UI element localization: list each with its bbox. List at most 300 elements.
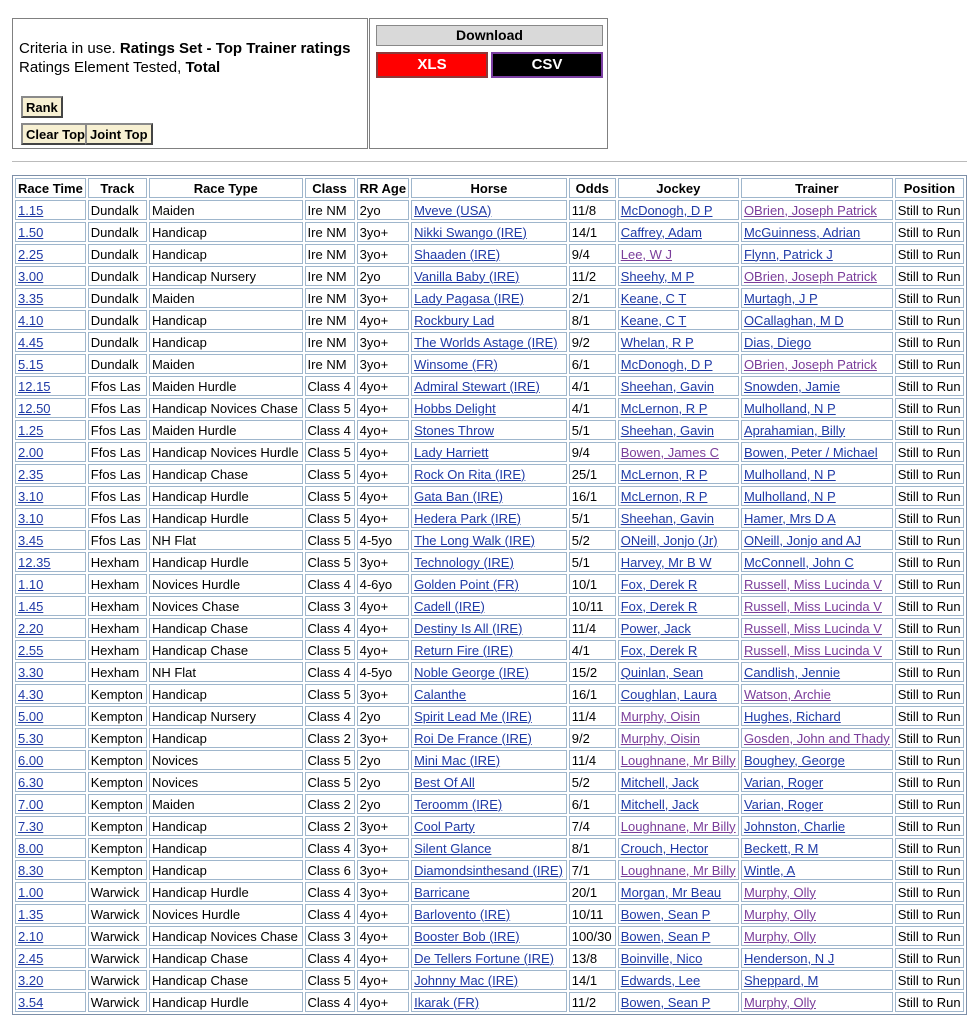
jockey-cell <box>618 486 739 506</box>
table-row <box>15 970 964 990</box>
race-type-cell: Handicap Chase <box>149 640 303 660</box>
jockey-link[interactable]: ONeill, Jonjo (Jr) <box>620 532 718 548</box>
race-time-link[interactable]: 2.35 <box>18 466 44 482</box>
horse-cell <box>411 244 567 264</box>
jockey-link[interactable]: Sheehy, M P <box>620 268 695 284</box>
horse-cell <box>411 310 567 330</box>
trainer-cell <box>741 200 893 220</box>
position-cell: Still to Run <box>895 750 964 770</box>
horse-link[interactable]: Lady Pagasa (IRE) <box>414 290 524 306</box>
trainer-link[interactable]: Murtagh, J P <box>743 290 818 306</box>
race-time-link[interactable]: 12.35 <box>18 554 51 570</box>
jockey-link[interactable]: Bowen, Sean P <box>620 928 711 944</box>
table-row <box>15 354 964 374</box>
col-header-trainer[interactable]: Trainer <box>741 178 893 198</box>
class-cell: Ire NM <box>305 332 355 352</box>
rr-age-cell: 3yo+ <box>357 882 409 902</box>
position-cell: Still to Run <box>895 574 964 594</box>
race-time-link[interactable]: 6.30 <box>18 774 44 790</box>
trainer-cell <box>741 398 893 418</box>
trainer-link[interactable]: Gosden, John and Thady <box>743 730 890 746</box>
trainer-link[interactable]: Hamer, Mrs D A <box>743 510 836 526</box>
horse-link[interactable]: Teroomm (IRE) <box>414 796 503 812</box>
race-time-link[interactable]: 1.45 <box>18 598 44 614</box>
race-type-cell: Handicap Nursery <box>149 706 303 726</box>
race-time-link[interactable]: 1.25 <box>18 422 44 438</box>
position-cell: Still to Run <box>895 992 964 1012</box>
col-header-odds[interactable]: Odds <box>569 178 616 198</box>
jockey-link[interactable]: Loughnane, Mr Billy <box>620 818 736 834</box>
race-type-cell: Handicap <box>149 332 303 352</box>
trainer-link[interactable]: McConnell, John C <box>743 554 854 570</box>
criteria-ratings-set: Ratings Set - Top Trainer ratings <box>119 40 351 57</box>
horse-link[interactable]: Mveve (USA) <box>414 202 492 218</box>
trainer-link[interactable]: OBrien, Joseph Patrick <box>743 268 877 284</box>
jockey-link[interactable]: Loughnane, Mr Billy <box>620 752 736 768</box>
race-time-link[interactable]: 1.35 <box>18 906 44 922</box>
jockey-link[interactable]: McDonogh, D P <box>620 356 713 372</box>
jockey-link[interactable]: Bowen, James C <box>620 444 719 460</box>
odds-cell: 13/8 <box>569 948 616 968</box>
trainer-link[interactable]: Russell, Miss Lucinda V <box>743 642 882 658</box>
jockey-link[interactable]: Mitchell, Jack <box>620 796 699 812</box>
trainer-link[interactable]: Mulholland, N P <box>743 488 836 504</box>
horse-link[interactable]: Nikki Swango (IRE) <box>414 224 527 240</box>
table-row <box>15 530 964 550</box>
jockey-link[interactable]: Whelan, R P <box>620 334 694 350</box>
download-xls-button[interactable]: XLS <box>376 52 488 78</box>
jockey-cell <box>618 948 739 968</box>
trainer-link[interactable]: Johnston, Charlie <box>743 818 846 834</box>
trainer-link[interactable]: Russell, Miss Lucinda V <box>743 598 882 614</box>
class-cell: Class 3 <box>305 926 355 946</box>
horse-link[interactable]: Booster Bob (IRE) <box>414 928 520 944</box>
trainer-link[interactable]: Mulholland, N P <box>743 466 836 482</box>
rr-age-cell: 4yo+ <box>357 970 409 990</box>
race-time-link[interactable]: 3.30 <box>18 664 44 680</box>
horse-link[interactable]: Hedera Park (IRE) <box>414 510 521 526</box>
horse-cell <box>411 816 567 836</box>
race-time-link[interactable]: 12.15 <box>18 378 51 394</box>
horse-cell <box>411 508 567 528</box>
track-cell: Kempton <box>88 772 147 792</box>
race-time-link[interactable]: 1.15 <box>18 202 44 218</box>
rr-age-cell: 4yo+ <box>357 442 409 462</box>
rr-age-cell: 3yo+ <box>357 860 409 880</box>
horse-cell <box>411 926 567 946</box>
position-cell: Still to Run <box>895 244 964 264</box>
horse-link[interactable]: Return Fire (IRE) <box>414 642 514 658</box>
position-cell: Still to Run <box>895 772 964 792</box>
odds-cell: 5/2 <box>569 772 616 792</box>
race-time-link[interactable]: 2.55 <box>18 642 44 658</box>
race-time-cell <box>15 706 86 726</box>
trainer-link[interactable]: ONeill, Jonjo and AJ <box>743 532 862 548</box>
odds-cell: 11/2 <box>569 992 616 1012</box>
track-cell: Ffos Las <box>88 376 147 396</box>
race-time-link[interactable]: 3.10 <box>18 510 44 526</box>
jockey-link[interactable]: Sheehan, Gavin <box>620 378 714 394</box>
jockey-link[interactable]: McLernon, R P <box>620 400 708 416</box>
horse-cell <box>411 222 567 242</box>
horse-cell <box>411 574 567 594</box>
race-time-cell <box>15 904 86 924</box>
race-time-link[interactable]: 6.00 <box>18 752 44 768</box>
race-time-link[interactable]: 3.54 <box>18 994 44 1010</box>
jockey-link[interactable]: Sheehan, Gavin <box>620 422 714 438</box>
race-time-cell <box>15 640 86 660</box>
jockey-link[interactable]: McLernon, R P <box>620 466 708 482</box>
track-cell: Dundalk <box>88 310 147 330</box>
jockey-link[interactable]: Morgan, Mr Beau <box>620 884 722 900</box>
trainer-link[interactable]: Varian, Roger <box>743 796 824 812</box>
jockey-link[interactable]: Harvey, Mr B W <box>620 554 712 570</box>
horse-link[interactable]: Gata Ban (IRE) <box>414 488 503 504</box>
trainer-link[interactable]: Murphy, Olly <box>743 906 816 922</box>
class-cell: Class 5 <box>305 442 355 462</box>
race-time-link[interactable]: 4.30 <box>18 686 44 702</box>
jockey-cell <box>618 200 739 220</box>
race-type-cell: Maiden Hurdle <box>149 420 303 440</box>
track-cell: Ffos Las <box>88 486 147 506</box>
trainer-link[interactable]: Russell, Miss Lucinda V <box>743 620 882 636</box>
trainer-link[interactable]: Sheppard, M <box>743 972 819 988</box>
table-row <box>15 706 964 726</box>
jockey-cell <box>618 816 739 836</box>
col-header-horse[interactable]: Horse <box>411 178 567 198</box>
race-time-link[interactable]: 1.10 <box>18 576 44 592</box>
class-cell: Ire NM <box>305 310 355 330</box>
position-cell: Still to Run <box>895 200 964 220</box>
class-cell: Class 5 <box>305 772 355 792</box>
horse-cell <box>411 618 567 638</box>
races-table <box>12 175 967 1015</box>
horse-link[interactable]: Technology (IRE) <box>414 554 514 570</box>
trainer-link[interactable]: Varian, Roger <box>743 774 824 790</box>
race-time-link[interactable]: 8.30 <box>18 862 44 878</box>
horse-link[interactable]: Shaaden (IRE) <box>414 246 501 262</box>
trainer-link[interactable]: Aprahamian, Billy <box>743 422 846 438</box>
class-cell: Class 5 <box>305 486 355 506</box>
class-cell: Class 4 <box>305 376 355 396</box>
trainer-link[interactable]: Murphy, Olly <box>743 928 816 944</box>
trainer-link[interactable]: OBrien, Joseph Patrick <box>743 202 877 218</box>
rr-age-cell: 3yo+ <box>357 244 409 264</box>
position-cell: Still to Run <box>895 530 964 550</box>
table-row <box>15 838 964 858</box>
trainer-link[interactable]: Murphy, Olly <box>743 994 816 1010</box>
odds-cell: 10/1 <box>569 574 616 594</box>
race-type-cell: Handicap Chase <box>149 948 303 968</box>
horse-link[interactable]: Golden Point (FR) <box>414 576 519 592</box>
horse-cell <box>411 838 567 858</box>
race-time-link[interactable]: 4.10 <box>18 312 44 328</box>
trainer-link[interactable]: Mulholland, N P <box>743 400 836 416</box>
col-header-rr-age[interactable]: RR Age <box>357 178 409 198</box>
horse-cell <box>411 750 567 770</box>
track-cell: Kempton <box>88 750 147 770</box>
position-cell: Still to Run <box>895 552 964 572</box>
jockey-link[interactable]: Power, Jack <box>620 620 691 636</box>
jockey-link[interactable]: Murphy, Oisin <box>620 730 700 746</box>
trainer-cell <box>741 552 893 572</box>
race-type-cell: Handicap Hurdle <box>149 486 303 506</box>
horse-link[interactable]: Cool Party <box>414 818 475 834</box>
race-time-link[interactable]: 5.30 <box>18 730 44 746</box>
track-cell: Kempton <box>88 684 147 704</box>
race-time-link[interactable]: 2.20 <box>18 620 44 636</box>
trainer-link[interactable]: McGuinness, Adrian <box>743 224 861 240</box>
trainer-link[interactable]: OBrien, Joseph Patrick <box>743 356 877 372</box>
horse-link[interactable]: Admiral Stewart (IRE) <box>414 378 540 394</box>
odds-cell: 2/1 <box>569 288 616 308</box>
col-header-position[interactable]: Position <box>895 178 964 198</box>
col-header-race-type[interactable]: Race Type <box>149 178 303 198</box>
track-cell: Ffos Las <box>88 530 147 550</box>
table-row <box>15 442 964 462</box>
horse-link[interactable]: Winsome (FR) <box>414 356 498 372</box>
horse-link[interactable]: Johnny Mac (IRE) <box>414 972 519 988</box>
jockey-cell <box>618 574 739 594</box>
trainer-link[interactable]: Snowden, Jamie <box>743 378 841 394</box>
horse-link[interactable]: Rockbury Lad <box>414 312 495 328</box>
race-time-link[interactable]: 3.35 <box>18 290 44 306</box>
jockey-cell <box>618 728 739 748</box>
race-time-link[interactable]: 7.30 <box>18 818 44 834</box>
rr-age-cell: 4yo+ <box>357 464 409 484</box>
race-time-link[interactable]: 2.25 <box>18 246 44 262</box>
race-time-link[interactable]: 1.50 <box>18 224 44 240</box>
download-panel <box>369 18 608 149</box>
position-cell: Still to Run <box>895 926 964 946</box>
table-row <box>15 222 964 242</box>
jockey-link[interactable]: Edwards, Lee <box>620 972 701 988</box>
horse-link[interactable]: Best Of All <box>414 774 475 790</box>
race-time-link[interactable]: 3.20 <box>18 972 44 988</box>
race-time-link[interactable]: 3.45 <box>18 532 44 548</box>
horse-link[interactable]: Cadell (IRE) <box>414 598 485 614</box>
race-time-link[interactable]: 5.00 <box>18 708 44 724</box>
track-cell: Kempton <box>88 816 147 836</box>
jockey-link[interactable]: Keane, C T <box>620 290 687 306</box>
odds-cell: 11/2 <box>569 266 616 286</box>
odds-cell: 5/1 <box>569 508 616 528</box>
jockey-cell <box>618 750 739 770</box>
trainer-link[interactable]: Flynn, Patrick J <box>743 246 833 262</box>
track-cell: Dundalk <box>88 354 147 374</box>
race-time-link[interactable]: 3.10 <box>18 488 44 504</box>
trainer-link[interactable]: OCallaghan, M D <box>743 312 844 328</box>
horse-link[interactable]: Silent Glance <box>414 840 492 856</box>
race-time-link[interactable]: 1.00 <box>18 884 44 900</box>
odds-cell: 15/2 <box>569 662 616 682</box>
trainer-link[interactable]: Russell, Miss Lucinda V <box>743 576 882 592</box>
trainer-link[interactable]: Beckett, R M <box>743 840 819 856</box>
jockey-link[interactable]: Fox, Derek R <box>620 576 698 592</box>
jockey-link[interactable]: Keane, C T <box>620 312 687 328</box>
rr-age-cell: 4-5yo <box>357 530 409 550</box>
jockey-link[interactable]: Fox, Derek R <box>620 598 698 614</box>
horse-link[interactable]: De Tellers Fortune (IRE) <box>414 950 554 966</box>
trainer-link[interactable]: Wintle, A <box>743 862 796 878</box>
horse-cell <box>411 706 567 726</box>
horse-cell <box>411 442 567 462</box>
race-type-cell: Maiden <box>149 354 303 374</box>
horse-link[interactable]: Barlovento (IRE) <box>414 906 511 922</box>
position-cell: Still to Run <box>895 596 964 616</box>
horse-link[interactable]: The Worlds Astage (IRE) <box>414 334 558 350</box>
horse-cell <box>411 486 567 506</box>
rr-age-cell: 3yo+ <box>357 332 409 352</box>
table-row <box>15 398 964 418</box>
track-cell: Ffos Las <box>88 464 147 484</box>
jockey-link[interactable]: McLernon, R P <box>620 488 708 504</box>
class-cell: Class 2 <box>305 794 355 814</box>
horse-link[interactable]: Stones Throw <box>414 422 495 438</box>
race-time-link[interactable]: 2.10 <box>18 928 44 944</box>
trainer-link[interactable]: Candlish, Jennie <box>743 664 841 680</box>
table-row <box>15 750 964 770</box>
jockey-link[interactable]: Fox, Derek R <box>620 642 698 658</box>
jockey-link[interactable]: Bowen, Sean P <box>620 906 711 922</box>
table-row <box>15 574 964 594</box>
race-time-link[interactable]: 3.00 <box>18 268 44 284</box>
rr-age-cell: 4yo+ <box>357 926 409 946</box>
joint-top-button[interactable]: Joint Top <box>85 123 153 145</box>
race-time-link[interactable]: 8.00 <box>18 840 44 856</box>
jockey-cell <box>618 442 739 462</box>
track-cell: Warwick <box>88 882 147 902</box>
track-cell: Kempton <box>88 794 147 814</box>
horse-link[interactable]: Spirit Lead Me (IRE) <box>414 708 532 724</box>
trainer-link[interactable]: Dias, Diego <box>743 334 812 350</box>
horse-link[interactable]: Diamondsinthesand (IRE) <box>414 862 563 878</box>
jockey-link[interactable]: Loughnane, Mr Billy <box>620 862 736 878</box>
race-time-link[interactable]: 2.00 <box>18 444 44 460</box>
jockey-link[interactable]: Sheehan, Gavin <box>620 510 714 526</box>
trainer-cell <box>741 574 893 594</box>
horse-cell <box>411 794 567 814</box>
trainer-cell <box>741 684 893 704</box>
jockey-cell <box>618 860 739 880</box>
track-cell: Hexham <box>88 618 147 638</box>
race-time-cell <box>15 860 86 880</box>
rank-button[interactable]: Rank <box>21 96 63 118</box>
race-time-link[interactable]: 2.45 <box>18 950 44 966</box>
race-time-link[interactable]: 4.45 <box>18 334 44 350</box>
trainer-cell <box>741 838 893 858</box>
horse-link[interactable]: Destiny Is All (IRE) <box>414 620 523 636</box>
jockey-link[interactable]: Caffrey, Adam <box>620 224 702 240</box>
horse-cell <box>411 948 567 968</box>
race-type-cell: Handicap Hurdle <box>149 882 303 902</box>
jockey-link[interactable]: Lee, W J <box>620 246 673 262</box>
odds-cell: 16/1 <box>569 486 616 506</box>
jockey-link[interactable]: McDonogh, D P <box>620 202 713 218</box>
col-header-jockey[interactable]: Jockey <box>618 178 739 198</box>
horse-link[interactable]: Roi De France (IRE) <box>414 730 532 746</box>
position-cell: Still to Run <box>895 420 964 440</box>
rr-age-cell: 2yo <box>357 772 409 792</box>
race-time-link[interactable]: 7.00 <box>18 796 44 812</box>
horse-link[interactable]: Noble George (IRE) <box>414 664 529 680</box>
position-cell: Still to Run <box>895 794 964 814</box>
table-row <box>15 310 964 330</box>
trainer-link[interactable]: Murphy, Olly <box>743 884 816 900</box>
jockey-cell <box>618 530 739 550</box>
trainer-link[interactable]: Watson, Archie <box>743 686 831 702</box>
trainer-link[interactable]: Henderson, N J <box>743 950 835 966</box>
class-cell: Class 4 <box>305 706 355 726</box>
race-time-link[interactable]: 12.50 <box>18 400 51 416</box>
jockey-link[interactable]: Quinlan, Sean <box>620 664 704 680</box>
track-cell: Hexham <box>88 596 147 616</box>
odds-cell: 100/30 <box>569 926 616 946</box>
horse-link[interactable]: Hobbs Delight <box>414 400 496 416</box>
odds-cell: 9/4 <box>569 244 616 264</box>
jockey-link[interactable]: Boinville, Nico <box>620 950 703 966</box>
race-time-cell <box>15 926 86 946</box>
horse-link[interactable]: Calanthe <box>414 686 467 702</box>
download-csv-button[interactable]: CSV <box>491 52 603 78</box>
horse-link[interactable]: Ikarak (FR) <box>414 994 480 1010</box>
table-row <box>15 728 964 748</box>
race-type-cell: Handicap <box>149 838 303 858</box>
col-header-class[interactable]: Class <box>305 178 355 198</box>
race-type-cell: Handicap <box>149 816 303 836</box>
trainer-link[interactable]: Hughes, Richard <box>743 708 841 724</box>
trainer-link[interactable]: Boughey, George <box>743 752 845 768</box>
col-header-track[interactable]: Track <box>88 178 147 198</box>
jockey-link[interactable]: Murphy, Oisin <box>620 708 700 724</box>
odds-cell: 9/4 <box>569 442 616 462</box>
horse-link[interactable]: Rock On Rita (IRE) <box>414 466 526 482</box>
horse-link[interactable]: Lady Harriett <box>414 444 489 460</box>
jockey-link[interactable]: Coughlan, Laura <box>620 686 717 702</box>
rr-age-cell: 4yo+ <box>357 948 409 968</box>
class-cell: Class 5 <box>305 398 355 418</box>
race-type-cell: Novices Chase <box>149 596 303 616</box>
col-header-race-time[interactable]: Race Time <box>15 178 86 198</box>
position-cell: Still to Run <box>895 332 964 352</box>
jockey-cell <box>618 376 739 396</box>
race-time-cell <box>15 288 86 308</box>
clear-top-button[interactable]: Clear Top <box>21 123 90 145</box>
track-cell: Ffos Las <box>88 442 147 462</box>
table-row <box>15 618 964 638</box>
position-cell: Still to Run <box>895 508 964 528</box>
race-type-cell: Handicap <box>149 728 303 748</box>
jockey-link[interactable]: Bowen, Sean P <box>620 994 711 1010</box>
class-cell: Class 5 <box>305 970 355 990</box>
race-time-link[interactable]: 5.15 <box>18 356 44 372</box>
class-cell: Class 5 <box>305 530 355 550</box>
class-cell: Class 5 <box>305 640 355 660</box>
horse-link[interactable]: Mini Mac (IRE) <box>414 752 501 768</box>
trainer-link[interactable]: Bowen, Peter / Michael <box>743 444 878 460</box>
horse-link[interactable]: Vanilla Baby (IRE) <box>414 268 520 284</box>
jockey-link[interactable]: Crouch, Hector <box>620 840 709 856</box>
horse-link[interactable]: The Long Walk (IRE) <box>414 532 535 548</box>
horse-link[interactable]: Barricane <box>414 884 470 900</box>
trainer-cell <box>741 750 893 770</box>
race-type-cell: Novices <box>149 772 303 792</box>
trainer-cell <box>741 772 893 792</box>
jockey-link[interactable]: Mitchell, Jack <box>620 774 699 790</box>
odds-cell: 7/4 <box>569 816 616 836</box>
race-time-cell <box>15 332 86 352</box>
jockey-cell <box>618 420 739 440</box>
